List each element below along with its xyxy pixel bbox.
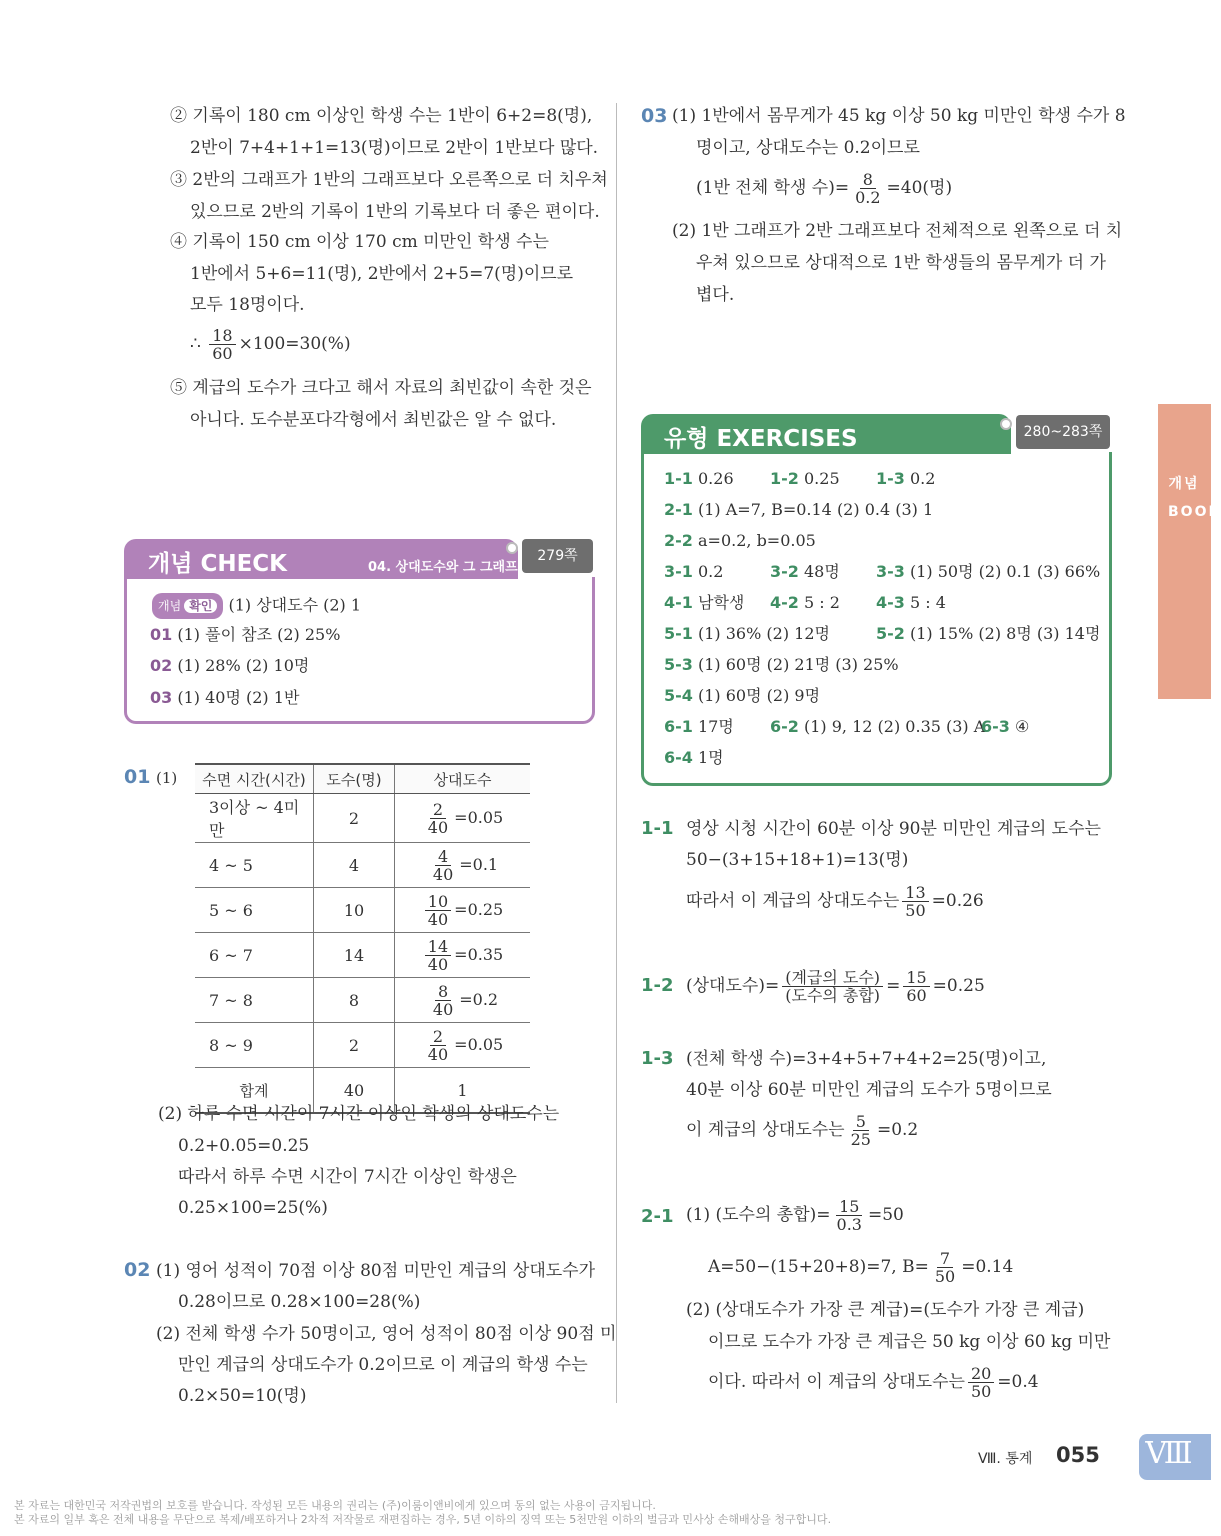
relative-frequency: $\frac{2}{40}$ =0.05	[395, 1023, 531, 1068]
question-number: 03	[641, 105, 668, 127]
total-label: 합계	[195, 1068, 314, 1114]
footer-chapter: Ⅷ. 통계	[978, 1451, 1033, 1467]
solution-number: 1-3	[641, 1048, 674, 1069]
solution-line: ② 기록이 180 cm 이상인 학생 수는 1반이 6+2=8(명),	[170, 106, 593, 126]
exercise-answer: 3-3 (1) 50명 (2) 0.1 (3) 66%	[876, 562, 1101, 581]
total-relative: 1	[395, 1068, 531, 1114]
relative-frequency: $\frac{2}{40}$ =0.05	[395, 794, 531, 843]
formula: (1) (도수의 총합)= $\frac{15}{0.3}$ =50	[686, 1197, 904, 1234]
exercise-answer: 4-2 5 : 2	[770, 593, 840, 612]
concept-confirm-badge: 개념 확인	[152, 593, 223, 619]
solution-line: 만인 계급의 상대도수가 0.2이므로 이 계급의 학생 수는	[178, 1355, 588, 1375]
formula: 이다. 따라서 이 계급의 상대도수는 $\frac{20}{50}$ =0.4	[708, 1364, 1039, 1401]
frequency: 4	[314, 843, 395, 888]
solution-line: 우쳐 있으므로 상대적으로 1반 학생들의 몸무게가 더 가	[696, 253, 1106, 273]
exercise-answer: 5-2 (1) 15% (2) 8명 (3) 14명	[876, 624, 1101, 643]
solution-line: 40분 이상 60분 미만인 계급의 도수가 5명이므로	[686, 1080, 1052, 1100]
solution-line: 1반에서 5+6=11(명), 2반에서 2+5=7(명)이므로	[190, 264, 574, 284]
exercise-answer: 5-1 (1) 36% (2) 12명	[664, 624, 830, 643]
solution-line: (전체 학생 수)=3+4+5+7+4+2=25(명)이고,	[686, 1049, 1047, 1069]
chapter-side-tab	[1158, 404, 1221, 699]
frequency: 2	[314, 1023, 395, 1068]
solution-number: 1-2	[641, 975, 674, 996]
formula: 이 계급의 상대도수는 $\frac{5}{25}$ =0.2	[686, 1112, 919, 1149]
question-number: 01	[124, 766, 151, 788]
solution-line: 명이고, 상대도수는 0.2이므로	[696, 138, 920, 158]
concept-check-page-badge: 279쪽	[522, 539, 593, 573]
class-range: 7 ~ 8	[195, 978, 314, 1023]
page-number: 055	[1056, 1443, 1100, 1467]
exercise-answer: 3-2 48명	[770, 562, 840, 581]
exercise-answer: 5-4 (1) 60명 (2) 9명	[664, 686, 821, 705]
exercise-answer: 6-4 1명	[664, 748, 724, 767]
solution-line: 따라서 하루 수면 시간이 7시간 이상인 학생은	[178, 1167, 517, 1187]
concept-check-item: 02 (1) 28% (2) 10명	[150, 656, 310, 675]
solution-line: 볍다.	[696, 285, 735, 305]
solution-line: 이므로 도수가 가장 큰 계급은 50 kg 이상 60 kg 미만	[708, 1332, 1111, 1352]
chapter-badge-label: Ⅷ	[1145, 1436, 1193, 1471]
column-divider	[616, 103, 617, 1403]
exercise-answer: 1-1 0.26	[664, 469, 734, 488]
solution-line: 0.2+0.05=0.25	[178, 1136, 310, 1156]
solution-line: ③ 2반의 그래프가 1반의 그래프보다 오른쪽으로 더 치우쳐	[170, 170, 608, 190]
table-header: 도수(명)	[314, 764, 395, 794]
frequency: 8	[314, 978, 395, 1023]
table-row	[195, 843, 530, 888]
exercise-answer: 4-3 5 : 4	[876, 593, 946, 612]
solution-number: 2-1	[641, 1206, 674, 1227]
frequency-table	[195, 763, 530, 1114]
frequency: 2	[314, 794, 395, 843]
class-range: 3이상 ~ 4미만	[195, 794, 314, 843]
concept-confirm-row: 개념 확인 (1) 상대도수 (2) 1	[152, 593, 361, 619]
connector-dot-icon	[506, 542, 518, 554]
solution-line: 모두 18명이다.	[190, 295, 305, 315]
table-header: 상대도수	[395, 764, 531, 794]
solution-line: 있으므로 2반의 기록이 1반의 기록보다 더 좋은 편이다.	[190, 202, 600, 222]
exercise-answer: 1-3 0.2	[876, 469, 936, 488]
solution-line: 영상 시청 시간이 60분 이상 90분 미만인 계급의 도수는	[686, 819, 1101, 839]
table-header: 수면 시간(시간)	[195, 764, 314, 794]
formula: (1반 전체 학생 수)= $\frac{8}{0.2}$ =40(명)	[696, 170, 953, 207]
exercises-page-badge: 280~283쪽	[1016, 415, 1110, 449]
concept-check-item: 03 (1) 40명 (2) 1반	[150, 688, 300, 707]
copyright-line: 본 자료의 일부 혹은 전체 내용을 무단으로 복제/배포하거나 2차적 저작물로 재편집하는 경우, 5년 이하의 징역 또는 5천만원 이하의 벌금과 민사상 손해배상을 청구합니다.	[14, 1513, 832, 1526]
solution-line: ④ 기록이 150 cm 이상 170 cm 미만인 학생 수는	[170, 232, 549, 252]
solution-line: 0.2×50=10(명)	[178, 1386, 307, 1406]
class-range: 6 ~ 7	[195, 933, 314, 978]
solution-line: 아니다. 도수분포다각형에서 최빈값은 알 수 없다.	[190, 410, 557, 430]
connector-dot-icon	[1000, 418, 1012, 430]
solution-line: (1) 1반에서 몸무게가 45 kg 이상 50 kg 미만인 학생 수가 8	[672, 106, 1126, 126]
solution-line: (2) 1반 그래프가 2반 그래프보다 전체적으로 왼쪽으로 더 치	[672, 221, 1123, 241]
solution-line: (2) (상대도수가 가장 큰 계급)=(도수가 가장 큰 계급)	[686, 1300, 1085, 1320]
relative-frequency: $\frac{4}{40}$ =0.1	[395, 843, 531, 888]
solution-line: (2) 하루 수면 시간이 7시간 이상인 학생의 상대도수는	[158, 1104, 560, 1124]
total-frequency: 40	[314, 1068, 395, 1114]
formula: (상대도수)= $\frac{\text{(계급의 도수)}}{\text{(도수의 총합)}}$ = $\frac{15}{60}$ =0.25	[686, 968, 985, 1005]
exercise-answer: 6-2 (1) 9, 12 (2) 0.35 (3) A	[770, 717, 986, 736]
relative-frequency: $\frac{14}{40}$ =0.35	[395, 933, 531, 978]
formula: ∴ $\frac{18}{60}$ ×100=30(%)	[190, 326, 351, 363]
formula: A=50−(15+20+8)=7, B= $\frac{7}{50}$ =0.14	[708, 1249, 1014, 1286]
table-row	[195, 794, 530, 843]
class-range: 4 ~ 5	[195, 843, 314, 888]
solution-line: 2반이 7+4+1+1=13(명)이므로 2반이 1반보다 많다.	[190, 138, 599, 158]
side-tab-label: 개념 BOOK	[1168, 476, 1221, 520]
solution-number: 1-1	[641, 818, 674, 839]
formula: 따라서 이 계급의 상대도수는 $\frac{13}{50}$ =0.26	[686, 883, 984, 920]
exercise-answer: 5-3 (1) 60명 (2) 21명 (3) 25%	[664, 655, 899, 674]
exercise-answer: 6-3 ④	[981, 717, 1030, 736]
concept-check-title: 개념 CHECK	[148, 551, 287, 577]
copyright-line: 본 자료는 대한민국 저작권법의 보호를 받습니다. 작성된 모든 내용의 권리는 (주)이룸이앤비에게 있으며 동의 없는 사용이 금지됩니다.	[14, 1499, 656, 1512]
solution-line: 50−(3+15+18+1)=13(명)	[686, 850, 909, 870]
exercise-answer: 2-1 (1) A=7, B=0.14 (2) 0.4 (3) 1	[664, 500, 934, 519]
exercises-title: 유형 EXERCISES	[664, 426, 858, 452]
concept-check-subtitle: 04. 상대도수와 그 그래프	[368, 560, 518, 575]
class-range: 5 ~ 6	[195, 888, 314, 933]
solution-line: (1) 영어 성적이 70점 이상 80점 미만인 계급의 상대도수가	[156, 1261, 596, 1281]
exercise-answer: 3-1 0.2	[664, 562, 724, 581]
question-number: 02	[124, 1259, 151, 1281]
exercise-answer: 2-2 a=0.2, b=0.05	[664, 531, 816, 550]
question-part-label: (1)	[156, 769, 178, 787]
table-row	[195, 1023, 530, 1068]
table-row	[195, 888, 530, 933]
solution-line: (2) 전체 학생 수가 50명이고, 영어 성적이 80점 이상 90점 미	[156, 1324, 617, 1344]
class-range: 8 ~ 9	[195, 1023, 314, 1068]
exercise-answer: 1-2 0.25	[770, 469, 840, 488]
exercise-answer: 4-1 남학생	[664, 593, 745, 612]
frequency: 14	[314, 933, 395, 978]
frequency: 10	[314, 888, 395, 933]
concept-check-item: 01 (1) 풀이 참조 (2) 25%	[150, 625, 341, 644]
table-row	[195, 978, 530, 1023]
solution-line: ⑤ 계급의 도수가 크다고 해서 자료의 최빈값이 속한 것은	[170, 378, 592, 398]
exercise-answer: 6-1 17명	[664, 717, 734, 736]
solution-line: 0.28이므로 0.28×100=28(%)	[178, 1292, 421, 1312]
relative-frequency: $\frac{10}{40}$ =0.25	[395, 888, 531, 933]
table-row	[195, 933, 530, 978]
relative-frequency: $\frac{8}{40}$ =0.2	[395, 978, 531, 1023]
solution-line: 0.25×100=25(%)	[178, 1198, 328, 1218]
